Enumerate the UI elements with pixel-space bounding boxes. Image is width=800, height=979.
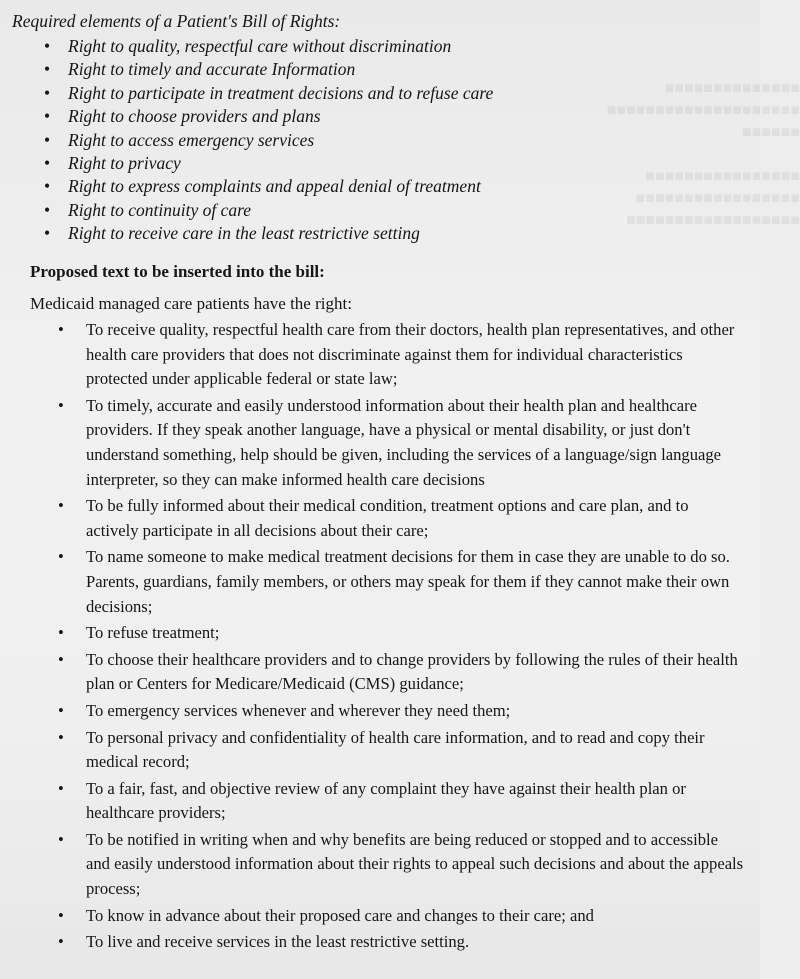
bullet-icon: • — [58, 778, 64, 798]
list-item: • To choose their healthcare providers and to change providers by following the rules of their health plan or Centers for Medicare/Medicaid (CMS) guidance; — [58, 649, 738, 694]
proposed-text-section — [30, 260, 745, 957]
bullet-icon: • — [44, 36, 51, 56]
list-item: • To live and receive services in the least restrictive setting. — [30, 930, 745, 955]
bleed-through-text: ■■■■■■■■■■■■■■ ■■■■■■■■■■■■■■■■■■■■ ■■■■■■ ■■■■■■■■■■■■■■■■ ■■■■■■■■■■■■■■■■■ ■■■■■■■■■■■■■■■■■■ — [606, 80, 800, 229]
list-item: • To be fully informed about their medical condition, treatment options and care plan, and to actively participate in all decisions about their care; — [58, 496, 689, 540]
list-item: • Right to timely and accurate Information — [12, 58, 752, 81]
bullet-icon: • — [58, 932, 64, 952]
list-item: • Right to participate in treatment decisions and to refuse care — [12, 82, 752, 105]
list-item: • Right to continuity of care — [12, 199, 752, 222]
bullet-icon: • — [44, 153, 51, 174]
list-item: • To receive quality, respectful health care from their doctors, health plan representatives, and other health care providers that does not discriminate against them for individual characteristics protected under applicable federal or state law; — [58, 320, 735, 389]
bullet-icon: • — [44, 223, 51, 244]
list-item: • To emergency services whenever and wherever they need them; — [30, 699, 745, 724]
required-elements-section — [12, 10, 752, 246]
required-elements-list — [12, 35, 752, 246]
bullet-icon: • — [58, 320, 64, 339]
bullet-icon: • — [58, 727, 64, 747]
bullet-icon: • — [58, 905, 64, 925]
list-item: • Right to access emergency services — [12, 129, 752, 152]
list-item: • Right to privacy — [12, 152, 752, 175]
bullet-icon: • — [44, 82, 51, 103]
bullet-icon: • — [58, 649, 64, 669]
bullet-icon: • — [58, 496, 64, 516]
list-item: • To personal privacy and confidentiality of health care information, and to read and copy their medical record; — [58, 727, 705, 772]
list-item: • To be notified in writing when and why benefits are being reduced or stopped and to accessible and easily understood information about their rights to appeal such decisions and about the appeals process; — [58, 829, 744, 899]
bullet-icon: • — [44, 176, 51, 197]
patient-rights-list — [30, 318, 745, 955]
list-item: • Right to choose providers and plans — [12, 105, 752, 128]
bullet-icon: • — [44, 129, 51, 150]
bullet-icon: • — [58, 547, 64, 567]
list-item: • To timely, accurate and easily understood information about their health plan and healthcare providers. If they speak another language, have a physical or mental disability, or just don't understand something, help should be given, including the services of a language/sign language interpreter, so they can make informed health care decisions — [58, 395, 722, 489]
list-item: • Right to express complaints and appeal denial of treatment — [12, 175, 752, 198]
bullet-icon: • — [58, 700, 64, 720]
required-elements-heading: Required elements of a Patient's Bill of Rights: — [12, 11, 341, 31]
list-item: • To refuse treatment; — [30, 621, 745, 646]
bullet-icon: • — [58, 395, 64, 415]
bullet-icon: • — [58, 623, 64, 643]
proposed-text-heading: Proposed text to be inserted into the bill: — [30, 262, 325, 281]
bullet-icon: • — [44, 106, 51, 127]
list-item: • To a fair, fast, and objective review of any complaint they have against their health plan or healthcare providers; — [58, 778, 686, 823]
list-item: • To know in advance about their proposed care and changes to their care; and — [30, 904, 745, 929]
list-item: • Right to quality, respectful care without discrimination — [12, 35, 752, 58]
bullet-icon: • — [58, 829, 64, 849]
list-item: • Right to receive care in the least restrictive setting — [12, 222, 752, 245]
bullet-icon: • — [44, 199, 51, 220]
list-item: • To name someone to make medical treatment decisions for them in case they are unable to do so. Parents, guardians, family members, or others may speak for them if they cannot make their own decisions; — [58, 547, 730, 616]
proposed-text-intro: Medicaid managed care patients have the right: — [30, 294, 352, 313]
bullet-icon: • — [44, 59, 51, 80]
